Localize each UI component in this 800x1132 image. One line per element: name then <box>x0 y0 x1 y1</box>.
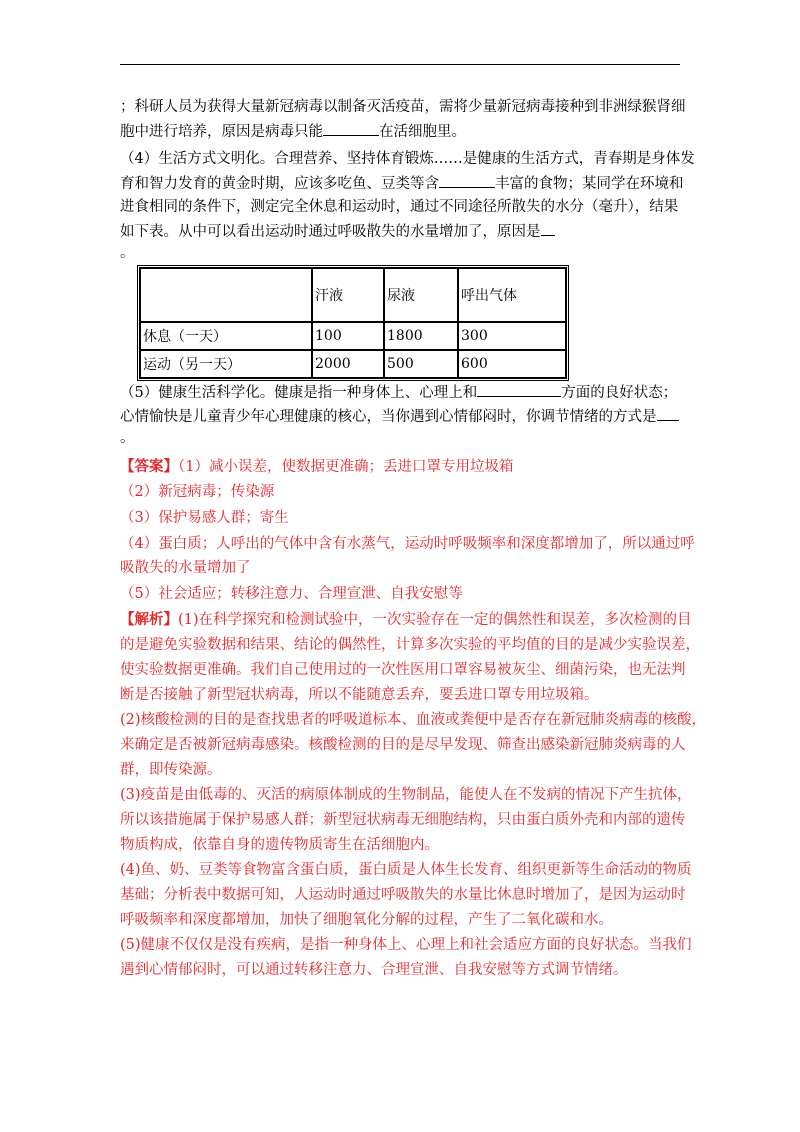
question-line: 。 <box>120 430 135 446</box>
answer-line: （5）社会适应；转移注意力、合理宣泄、自我安慰等 <box>120 586 463 602</box>
analysis-line: (2)核酸检测的目的是查找患者的呼吸道标本、血液或粪便中是否存在新冠肺炎病毒的核酸， <box>120 712 707 728</box>
table-cell: 100 <box>312 322 384 350</box>
analysis-line: 所以该措施属于保护易感人群；新型冠状病毒无细胞结构，只由蛋白质外壳和内部的遗传 <box>120 812 686 828</box>
analysis-line: 基础；分析表中数据可知，人运动时通过呼吸散失的水量比休息时增加了，是因为运动时 <box>120 887 686 903</box>
table-row <box>140 322 566 350</box>
question-line: 进食相同的条件下，测定完全休息和运动时，通过不同途径所散失的水分（毫升），结果 <box>120 199 679 215</box>
answer-blank <box>657 404 679 421</box>
analysis-line: 遇到心情郁闷时，可以通过转移注意力、合理宣泄、自我安慰等方式调节情绪。 <box>120 962 628 978</box>
table-header-cell: 汗液 <box>312 268 384 322</box>
table-header-cell: 呼出气体 <box>458 268 566 322</box>
analysis-line: 使实验数据更准确。我们自己使用过的一次性医用口罩容易被灰尘、细菌污染，也无法判 <box>120 662 686 678</box>
answer-line: （3）保护易感人群；寄生 <box>120 510 289 526</box>
answer-blank <box>439 171 495 188</box>
analysis-line: 来确定是否被新冠病毒感染。核酸检测的目的是尽早发现、筛查出感染新冠肺炎病毒的人 <box>120 737 686 753</box>
answer-line: 吸散失的水量增加了 <box>120 560 251 576</box>
question-line: ；科研人员为获得大量新冠病毒以制备灭活疫苗，需将少量新冠病毒接种到非洲绿猴肾细 <box>120 99 686 115</box>
table-row <box>140 350 566 378</box>
question-line: 育和智力发育的黄金时期，应该多吃鱼、豆类等含 丰富的食物；某同学在环境和 <box>120 171 680 196</box>
table-cell: 1800 <box>384 322 458 350</box>
water-loss-table <box>137 265 569 381</box>
analysis-line: (5)健康不仅仅是没有疾病，是指一种身体上、心理上和社会适应方面的良好状态。当我们 <box>120 937 692 953</box>
question-line: 胞中进行培养，原因是病毒只能 在活细胞里。 <box>120 119 680 144</box>
answer-line: （4）蛋白质；人呼出的气体中含有水蒸气，运动时呼吸频率和深度都增加了，所以通过呼 <box>120 536 695 552</box>
answer-blank <box>477 380 561 397</box>
table-cell: 600 <box>458 350 566 378</box>
analysis-line: 的是避免实验数据和结果、结论的偶然性，计算多次实验的平均值的目的是减少实验误差， <box>120 637 700 653</box>
table-header-row <box>140 268 566 322</box>
answer-tag: 【答案】 <box>120 458 178 475</box>
table-header-cell <box>140 268 312 322</box>
analysis-line: (4)鱼、奶、豆类等食物富含蛋白质，蛋白质是人体生长发育、组织更新等生命活动的物质 <box>120 862 692 878</box>
answer-line: （2）新冠病毒；传染源 <box>120 484 275 500</box>
header-rule <box>120 64 680 65</box>
table-cell: 500 <box>384 350 458 378</box>
question-line: 。 <box>120 245 135 261</box>
question-line: （5）健康生活科学化。健康是指一种身体上、心理上和 方面的良好状态； <box>120 380 680 405</box>
table-cell: 2000 <box>312 350 384 378</box>
answer-blank <box>323 119 379 136</box>
question-line: （4）生活方式文明化。合理营养、坚持体育锻炼……是健康的生活方式，青春期是身体发 <box>120 151 695 167</box>
question-line: 如下表。从中可以看出运动时通过呼吸散失的水量增加了，原因是 <box>120 219 680 244</box>
table-cell: 运动（另一天） <box>140 350 312 378</box>
table-cell: 休息（一天） <box>140 322 312 350</box>
analysis-line: 【解析】(1)在科学探究和检测试验中，一次实验存在一定的偶然性和误差，多次检测的目 <box>120 611 692 628</box>
table-header-cell: 尿液 <box>384 268 458 322</box>
analysis-line: 呼吸频率和深度都增加，加快了细胞氧化分解的过程，产生了二氧化碳和水。 <box>120 912 613 928</box>
analysis-line: 物质构成，依靠自身的遗传物质寄生在活细胞内。 <box>120 837 439 853</box>
analysis-tag: 【解析】 <box>120 611 178 628</box>
analysis-line: (3)疫苗是由低毒的、灭活的病原体制成的生物制品，能使人在不发病的情况下产生抗体， <box>120 787 692 803</box>
answer-blank <box>541 219 555 236</box>
analysis-line: 群，即传染源。 <box>120 762 222 778</box>
table-cell: 300 <box>458 322 566 350</box>
answer-line: 【答案】（1）减小误差，使数据更准确；丢进口罩专用垃圾箱 <box>120 458 514 475</box>
analysis-line: 断是否接触了新型冠状病毒，所以不能随意丢弃，要丢进口罩专用垃圾箱。 <box>120 687 599 703</box>
question-line: 心情愉快是儿童青少年心理健康的核心，当你遇到心情郁闷时，你调节情绪的方式是 <box>120 404 680 429</box>
